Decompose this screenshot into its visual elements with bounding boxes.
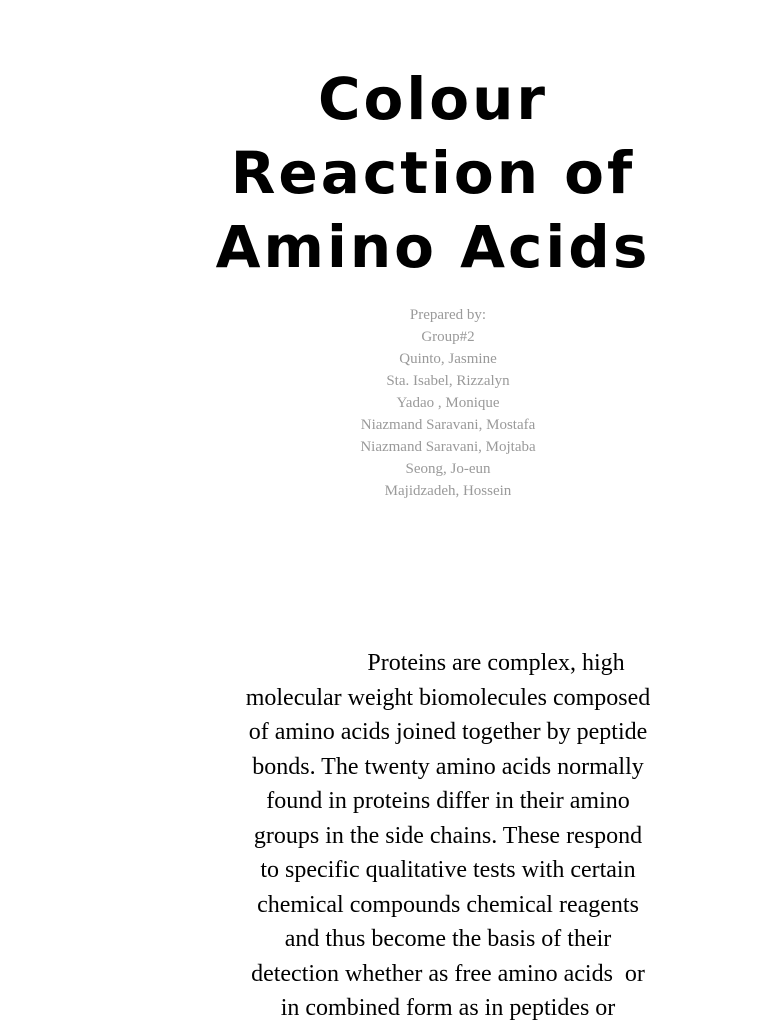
member-name: Niazmand Saravani, Mostafa: [360, 417, 536, 433]
title-line: Amino Acids: [215, 213, 651, 281]
paragraph-line: and thus become the basis of their: [284, 926, 612, 952]
paragraph-line: molecular weight biomolecules composed: [245, 684, 651, 711]
member-name: Majidzadeh, Hossein: [384, 483, 512, 499]
member-name: Sta. Isabel, Rizzalyn: [386, 373, 510, 389]
paragraph-line: Proteins are complex, high: [367, 650, 625, 676]
member-name: Niazmand Saravani, Mojtaba: [360, 439, 536, 455]
member-name: Seong, Jo-eun: [405, 461, 491, 477]
title-line: Reaction of: [230, 139, 636, 207]
credits-block: [248, 304, 648, 502]
group-label: Group#2: [421, 329, 475, 345]
paragraph-line: to specific qualitative tests with certain: [260, 857, 636, 883]
paragraph-line: in combined form as in peptides or: [280, 995, 616, 1021]
document-title: [120, 62, 746, 284]
paragraph-line: found in proteins differ in their amino: [266, 788, 630, 814]
paragraph-line: bonds. The twenty amino acids normally: [252, 753, 644, 780]
paragraph-line: detection whether as free amino acids or: [251, 960, 645, 987]
member-name: Yadao , Monique: [396, 395, 500, 411]
paragraph-line: chemical compounds chemical reagents: [257, 891, 639, 918]
paragraph-line: of amino acids joined together by peptide: [248, 719, 648, 745]
title-line: Colour: [317, 65, 549, 133]
credits-heading: Prepared by:: [409, 307, 487, 323]
paragraph-line: groups in the side chains. These respond: [253, 822, 643, 849]
intro-paragraph: [208, 646, 688, 1024]
member-name: Quinto, Jasmine: [399, 351, 497, 367]
